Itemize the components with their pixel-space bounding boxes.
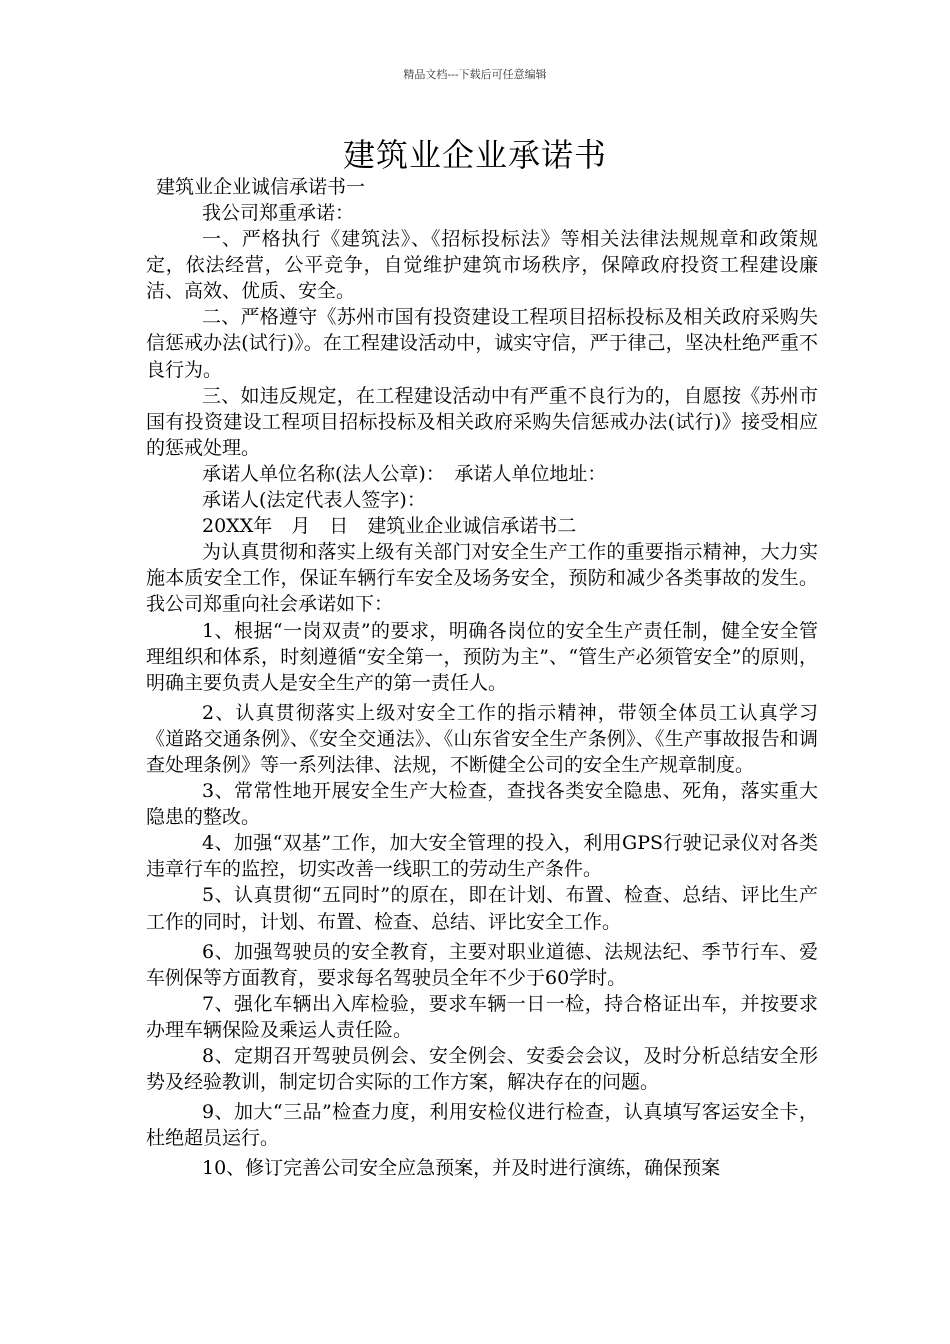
list-item: 4、加强“双基”工作，加大安全管理的投入，利用GPS行驶记录仪对各类违章行车的监控，切实改善一线职工的劳动生产条件。 [146, 832, 818, 881]
list-item: 10、修订完善公司安全应急预案，并及时进行演练，确保预案 [202, 1157, 721, 1180]
paragraph: 为认真贯彻和落实上级有关部门对安全生产工作的重要指示精神，大力实施本质安全工作，保证车辆行车安全及场务安全，预防和减少各类事故的发生。我公司郑重向社会承诺如下： [146, 541, 818, 616]
paragraph: 三、如违反规定，在工程建设活动中有严重不良行为的，自愿按《苏州市国有投资建设工程项目招标投标及相关政府采购失信惩戒办法(试行)》接受相应的惩戒处理。 [146, 384, 818, 459]
signature-line: 承诺人单位名称(法人公章)： 承诺人单位地址： [202, 462, 607, 485]
paragraph: 二、严格遵守《苏州市国有投资建设工程项目招标投标及相关政府采购失信惩戒办法(试行)》。在工程建设活动中，诚实守信，严于律己，坚决杜绝严重不良行为。 [146, 306, 818, 381]
list-item: 6、加强驾驶员的安全教育，主要对职业道德、法规法纪、季节行车、爱车例保等方面教育，要求每名驾驶员全年不少于60学时。 [146, 940, 818, 989]
document-title: 建筑业企业承诺书 [342, 136, 607, 174]
list-item: 8、定期召开驾驶员例会、安全例会、安委会会议，及时分析总结安全形势及经验教训，制定切合实际的工作方案，解决存在的问题。 [146, 1045, 818, 1094]
list-item: 7、强化车辆出入库检验，要求车辆一日一检，持合格证出车，并按要求办理车辆保险及乘运人责任险。 [146, 992, 818, 1041]
list-item: 1、根据“一岗双责”的要求，明确各岗位的安全生产责任制，健全安全管理组织和体系，时刻遵循“安全第一，预防为主”、“管生产必须管安全”的原则，明确主要负责人是安全生产的第一责任人。 [146, 619, 818, 694]
list-item: 9、加大“三品”检查力度，利用安检仪进行检查，认真填写客运安全卡，杜绝超员运行。 [146, 1101, 818, 1150]
document-body [146, 200, 818, 1181]
paragraph: 一、严格执行《建筑法》、《招标投标法》等相关法律法规规章和政策规定，依法经营，公平竞争，自觉维护建筑市场秩序，保障政府投资工程建设廉洁、高效、优质、安全。 [146, 228, 818, 303]
date-line: 20XX年 月 日 建筑业企业诚信承诺书二 [202, 515, 577, 538]
list-item: 5、认真贯彻“五同时”的原在，即在计划、布置、检查、总结、评比生产工作的同时，计划、布置、检查、总结、评比安全工作。 [146, 884, 818, 933]
paragraph: 我公司郑重承诺： [202, 202, 355, 224]
list-item: 3、常常性地开展安全生产大检查，查找各类安全隐患、死角，落实重大隐患的整改。 [146, 780, 818, 829]
list-item: 2、认真贯彻落实上级对安全工作的指示精神，带领全体员工认真学习《道路交通条例》、《安全交通法》、《山东省安全生产条例》、《生产事故报告和调查处理条例》等一系列法律、法规，不断健全公司的安全生产规章制度。 [146, 701, 818, 776]
signature-line: 承诺人(法定代表人签字)： [202, 489, 426, 512]
page-header: 精品文档---下载后可任意编辑 [403, 68, 547, 81]
section-subtitle: 建筑业企业诚信承诺书一 [156, 176, 366, 198]
